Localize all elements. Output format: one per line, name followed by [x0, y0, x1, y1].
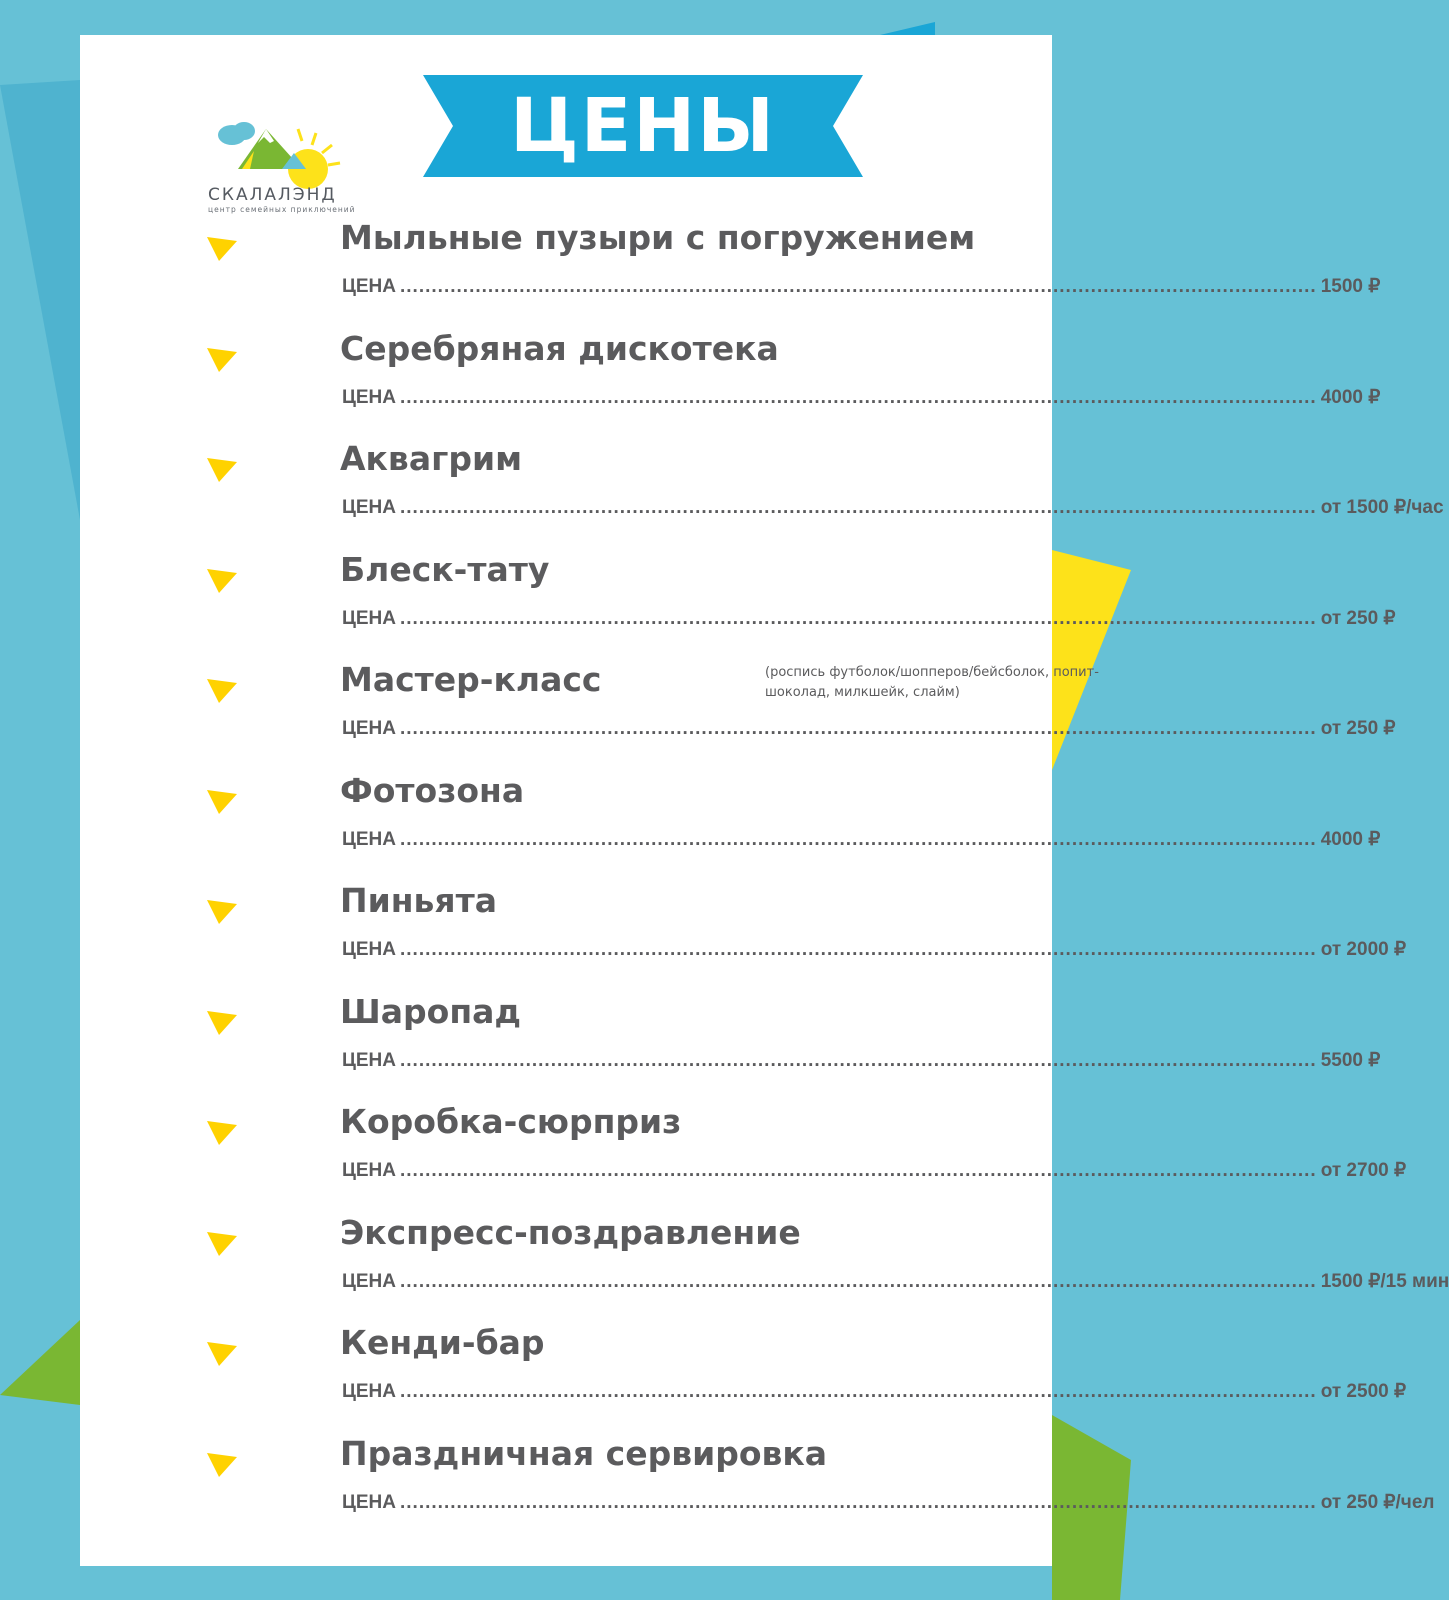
price-row — [342, 386, 1381, 412]
logo — [208, 77, 358, 217]
triangle-bullet-icon — [205, 346, 239, 374]
dot-leader: .................................................................................................................................................. — [400, 939, 1317, 960]
dot-leader: .................................................................................................................................................. — [400, 828, 1317, 850]
price-row — [342, 496, 1444, 522]
price-row — [342, 275, 1381, 301]
price-label: ЦЕНА — [342, 1049, 396, 1071]
price-value: 5500 ₽ — [1320, 1049, 1381, 1071]
item-note: (роспись футболок/шопперов/бейсболок, попит-шоколад, милкшейк, слайм) — [765, 665, 1099, 700]
title-banner — [423, 75, 863, 177]
dot-leader: .................................................................................................................................................. — [400, 276, 1317, 297]
item-name: Блеск-тату — [340, 549, 550, 589]
dot-leader: .................................................................................................................................................. — [400, 1160, 1317, 1181]
dot-leader: .................................................................................................................................................. — [400, 607, 1317, 629]
logo-name: СКАЛАЛЭНД — [208, 185, 337, 205]
price-value: от 1500 ₽/час — [1320, 497, 1444, 518]
dot-leader: .................................................................................................................................................. — [400, 1491, 1317, 1513]
triangle-bullet-icon — [205, 1009, 239, 1037]
price-label: ЦЕНА — [342, 607, 396, 629]
price-row — [342, 938, 1407, 964]
price-row — [342, 1159, 1407, 1185]
item-name: Мастер-класс — [340, 660, 602, 699]
price-value: 4000 ₽ — [1320, 386, 1381, 408]
dot-leader: .................................................................................................................................................. — [400, 718, 1317, 739]
dot-leader: .................................................................................................................................................. — [400, 497, 1317, 518]
list-item — [205, 768, 1381, 880]
price-row — [342, 1049, 1381, 1075]
item-name: Аквагрим — [340, 439, 523, 478]
price-value: 1500 ₽ — [1320, 276, 1381, 297]
price-sheet — [80, 35, 1449, 1566]
price-label: ЦЕНА — [342, 939, 396, 960]
list-item — [205, 547, 1396, 659]
price-label: ЦЕНА — [342, 497, 396, 518]
item-name: Мыльные пузыри с погружением — [340, 218, 976, 257]
item-name: Праздничная сервировка — [340, 1433, 828, 1473]
dot-leader: .................................................................................................................................................. — [400, 1270, 1317, 1292]
price-label: ЦЕНА — [342, 386, 396, 408]
price-value: от 2500 ₽ — [1320, 1381, 1407, 1402]
list-item — [205, 989, 1381, 1101]
triangle-bullet-icon — [205, 898, 239, 926]
price-label: ЦЕНА — [342, 1270, 396, 1292]
triangle-bullet-icon — [205, 567, 239, 595]
price-row — [342, 1380, 1407, 1406]
item-name: Экспресс-поздравление — [340, 1212, 801, 1252]
price-label: ЦЕНА — [342, 1160, 396, 1181]
list-item — [205, 1210, 1449, 1322]
triangle-bullet-icon — [205, 1119, 239, 1147]
left-green-triangle-shape — [0, 1320, 80, 1405]
dot-leader: .................................................................................................................................................. — [400, 386, 1317, 408]
price-label: ЦЕНА — [342, 276, 396, 297]
price-label: ЦЕНА — [342, 718, 396, 739]
logo-tagline: центр семейных приключений — [208, 205, 356, 214]
price-label: ЦЕНА — [342, 828, 396, 850]
price-value: от 2700 ₽ — [1320, 1160, 1407, 1181]
price-label: ЦЕНА — [342, 1381, 396, 1402]
list-item — [205, 1099, 1407, 1211]
price-value: от 250 ₽ — [1320, 718, 1396, 739]
list-item — [205, 657, 1396, 769]
triangle-bullet-icon — [205, 1451, 239, 1479]
left-triangle-shape — [0, 80, 80, 520]
item-name: Шаропад — [340, 991, 522, 1031]
list-item — [205, 878, 1407, 990]
item-name: Серебряная дискотека — [340, 328, 779, 368]
page-title: ЦЕНЫ — [510, 83, 776, 169]
list-item — [205, 326, 1381, 438]
item-name: Коробка-сюрприз — [340, 1102, 682, 1141]
price-value: 1500 ₽/15 мин — [1320, 1270, 1449, 1292]
triangle-bullet-icon — [205, 788, 239, 816]
list-item — [205, 215, 1381, 327]
price-value: от 250 ₽/чел — [1320, 1491, 1435, 1513]
triangle-bullet-icon — [205, 235, 239, 263]
triangle-bullet-icon — [205, 677, 239, 705]
dot-leader: .................................................................................................................................................. — [400, 1049, 1317, 1071]
price-value: от 2000 ₽ — [1320, 939, 1407, 960]
item-name: Пиньята — [340, 881, 497, 920]
price-value: 4000 ₽ — [1320, 828, 1381, 850]
triangle-bullet-icon — [205, 1230, 239, 1258]
dot-leader: .................................................................................................................................................. — [400, 1381, 1317, 1402]
price-row — [342, 607, 1396, 633]
top-blue-sliver-shape — [880, 22, 935, 35]
list-item — [205, 1431, 1435, 1543]
price-row — [342, 828, 1381, 854]
triangle-bullet-icon — [205, 456, 239, 484]
mountain-sun-logo-icon — [208, 77, 358, 187]
list-item — [205, 1320, 1407, 1432]
triangle-bullet-icon — [205, 1340, 239, 1368]
price-row — [342, 1491, 1435, 1517]
item-name: Кенди-бар — [340, 1323, 545, 1362]
price-label: ЦЕНА — [342, 1491, 396, 1513]
price-row — [342, 717, 1396, 743]
price-value: от 250 ₽ — [1320, 607, 1396, 629]
price-row — [342, 1270, 1449, 1296]
item-name: Фотозона — [340, 770, 525, 810]
list-item — [205, 436, 1444, 548]
